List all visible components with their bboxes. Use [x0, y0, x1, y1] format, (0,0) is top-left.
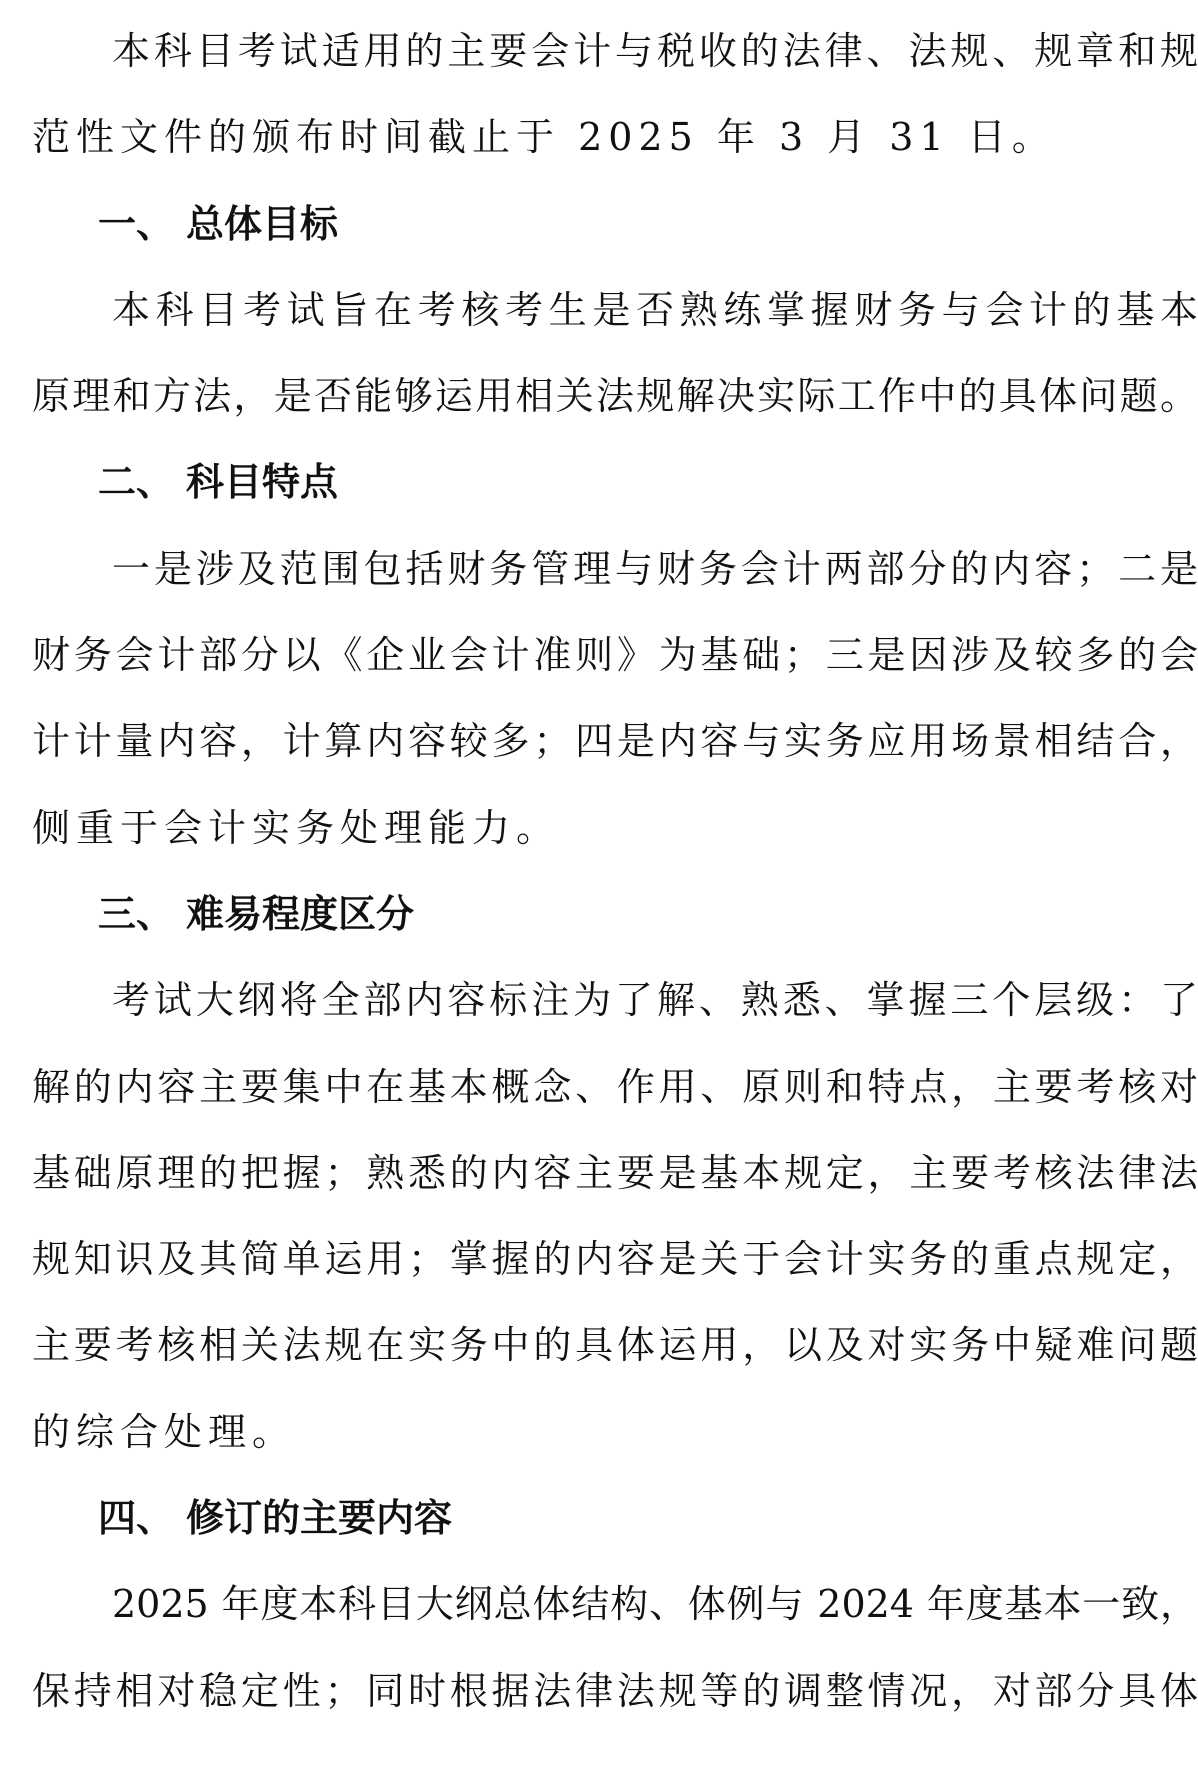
section-number: 二、 — [98, 460, 175, 505]
paragraph-line: 考试大纲将全部内容标注为了解、熟悉、掌握三个层级：了 — [112, 978, 1198, 1023]
paragraph-line: 规知识及其简单运用；掌握的内容是关于会计实务的重点规定， — [32, 1237, 1198, 1282]
paragraph-line: 原理和方法，是否能够运用相关法规解决实际工作中的具体问题。 — [32, 374, 1198, 419]
paragraph-line: 范性文件的颁布时间截止于 2025 年 3 月 31 日。 — [32, 115, 1056, 160]
section-title: 修订的主要内容 — [186, 1496, 453, 1541]
paragraph-line: 一是涉及范围包括财务管理与财务会计两部分的内容；二是 — [112, 546, 1198, 591]
section-heading — [32, 439, 1198, 525]
section-number: 三、 — [98, 891, 175, 936]
section-heading — [32, 871, 1198, 957]
paragraph-line: 本科目考试适用的主要会计与税收的法律、法规、规章和规 — [112, 29, 1198, 73]
section-heading — [32, 1475, 1198, 1561]
section-title: 难易程度区分 — [186, 891, 415, 936]
paragraph-line: 主要考核相关法规在实务中的具体运用，以及对实务中疑难问题 — [32, 1323, 1198, 1368]
document-page — [32, 8, 1198, 1734]
paragraph-line: 解的内容主要集中在基本概念、作用、原则和特点，主要考核对 — [32, 1064, 1198, 1109]
section-title: 总体目标 — [186, 201, 339, 246]
section-number: 一、 — [98, 201, 175, 246]
paragraph-line: 侧重于会计实务处理能力。 — [32, 805, 561, 850]
paragraph-line: 财务会计部分以《企业会计准则》为基础；三是因涉及较多的会 — [32, 633, 1198, 678]
paragraph-line: 基础原理的把握；熟悉的内容主要是基本规定，主要考核法律法 — [32, 1150, 1198, 1195]
paragraph-line: 保持相对稳定性；同时根据法律法规等的调整情况，对部分具体 — [32, 1668, 1198, 1713]
paragraph-line: 计计量内容，计算内容较多；四是内容与实务应用场景相结合， — [32, 719, 1198, 764]
section-number: 四、 — [98, 1496, 175, 1541]
paragraph-line: 的综合处理。 — [32, 1409, 297, 1454]
paragraph-line: 本科目考试旨在考核考生是否熟练掌握财务与会计的基本 — [112, 287, 1198, 332]
paragraph-line: 2025 年度本科目大纲总体结构、体例与 2024 年度基本一致， — [112, 1582, 1198, 1627]
section-heading — [32, 181, 1198, 267]
section-title: 科目特点 — [186, 460, 339, 505]
